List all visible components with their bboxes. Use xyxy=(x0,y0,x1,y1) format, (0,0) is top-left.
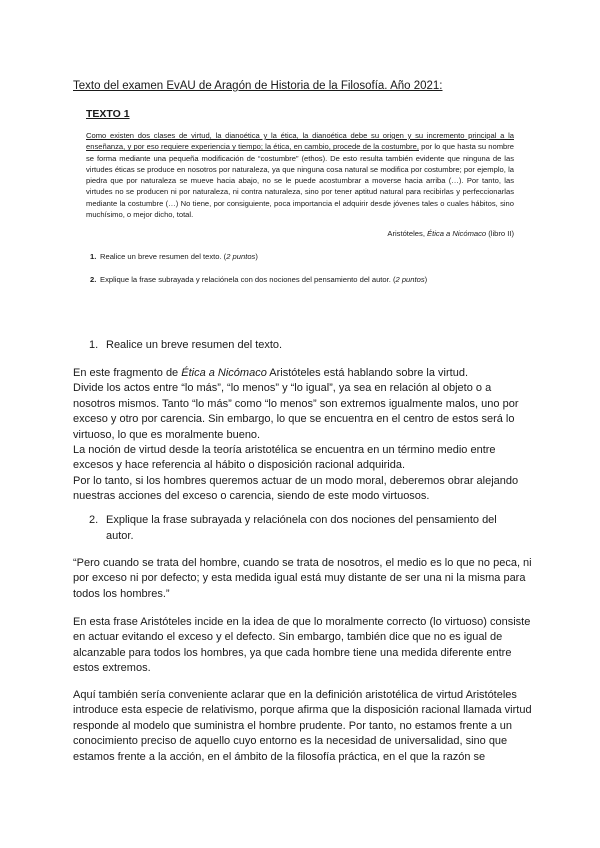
answer-1-paragraph-2: Divide los actos entre “lo más”, “lo menos” y “lo igual”, ya sea en relación al objeto o a nosotros mismos. Tanto “lo más” como “lo menos” son extremos igualmente malos, uno por exceso y otro por carencia. Sin embargo, lo que se encuentra en el centro de estos será lo virtuoso, lo que es moralmente bueno. xyxy=(73,382,519,441)
answer-1-heading xyxy=(89,337,519,353)
answer-1-number: 1. xyxy=(89,339,99,351)
answer-2-quote-block xyxy=(73,556,533,602)
exam-question-2-text: Explique la frase subrayada y relaciónela con dos nociones del pensamiento del autor. ( xyxy=(100,275,396,285)
answer-1-paragraph-3: La noción de virtud desde la teoría aristotélica se encuentra en un término medio entre excesos y hace referencia al hábito o disposición racional adquirida. xyxy=(73,444,496,472)
document-header: Texto del examen EvAU de Aragón de Historia de la Filosofía. Año 2021: xyxy=(73,80,443,92)
answer-2-paragraph-2: Aquí también sería conveniente aclarar que en la definición aristotélica de virtud Aristóteles introduce esta especie de relativismo, porque afirma que la disposición racional llamada virtud responde al modelo que suministra el hombre prudente. Por tanto, no estamos frente a un conocimiento preciso de aquello cuyo entorno es la necesidad de universalidad, sino que estamos frente a la acción, en el ámbito de la filosofía práctica, en el que la razón se xyxy=(73,689,532,763)
answer-1-intro-work: Ética a Nicómaco xyxy=(181,367,267,379)
answer-2-paragraph-1: En esta frase Aristóteles incide en la idea de que lo moralmente correcto (lo virtuoso) consiste en actuar evitando el exceso y el defecto. Sin embargo, también dice que no es igual de alcanzable para todos los hombres, ya que cada hombre tiene una medida diferente entre estos extremos. xyxy=(73,616,531,675)
answer-2-paragraph-1-block xyxy=(73,615,533,677)
underlined-phrase: Como existen dos clases de virtud, la dianoética y la ética, la dianoética debe su origen y su incremento principal a la enseñanza, y por eso requiere experiencia y tiempo; la ética, en cambio, procede de la costumbre, xyxy=(86,131,514,152)
exam-question-1-close: ) xyxy=(255,252,258,262)
answer-2-quote: “Pero cuando se trata del hombre, cuando se trata de nosotros, el medio es lo que no peca, ni por exceso ni por defecto; y esta medida igual está muy distante de ser una ni la misma para todos los hombres.” xyxy=(73,557,532,600)
source-author: Aristóteles, xyxy=(387,229,428,239)
answer-1-intro-after: Aristóteles está hablando sobre la virtud. xyxy=(266,367,469,379)
answer-2-heading-text: Explique la frase subrayada y relaciónela con dos nociones del pensamiento del autor. xyxy=(106,514,497,542)
exam-question-2-points: 2 puntos xyxy=(395,275,425,285)
exam-source xyxy=(86,229,514,238)
exam-text-rest: por lo que hasta su nombre se forma mediante una pequeña modificación de “costumbre” (ethos). De esto resulta también evidente que ninguna de las virtudes éticas se produce en nosotros por naturaleza, ya que ninguna cosa natural se modifica por costumbre; por ejemplo, la piedra que por naturaleza se mueve hacia abajo, no se le puede acostumbrar a moverse hacia arriba (…). Por tanto, las virtudes no se producen ni por naturaleza, ni contra naturaleza, sino por tener aptitud natural para recibirlas y perfeccionarlas mediante la costumbre (…) No tiene, por consiguiente, poca importancia el adquirir desde jóvenes tales o cuales hábitos, sino muchísimo, o mejor dicho, total. xyxy=(86,142,514,220)
exam-question-1-points: 2 puntos xyxy=(226,252,256,262)
answer-2-paragraph-2-block xyxy=(73,688,533,765)
exam-question-2 xyxy=(86,275,514,284)
exam-question-2-close: ) xyxy=(424,275,428,285)
answer-1-paragraph-4: Por lo tanto, si los hombres queremos actuar de un modo moral, deberemos obrar alejando nuestras acciones del exceso o carencia, siendo de este modo virtuosos. xyxy=(73,474,519,503)
source-work: Ética a Nicómaco xyxy=(427,229,487,239)
answer-1-intro-before: En este fragmento de xyxy=(73,367,182,379)
exam-text xyxy=(86,130,514,220)
exam-question-1-text: Realice un breve resumen del texto. ( xyxy=(100,252,227,262)
answer-2-heading xyxy=(89,512,519,544)
exam-question-1 xyxy=(86,252,514,261)
exam-title: TEXTO 1 xyxy=(86,108,130,120)
exam-question-2-number: 2. xyxy=(90,275,97,285)
answer-2-number: 2. xyxy=(89,514,99,526)
exam-text-box xyxy=(86,108,514,284)
answer-1-heading-text: Realice un breve resumen del texto. xyxy=(106,339,283,351)
answer-1-intro xyxy=(73,366,533,381)
exam-question-1-number: 1. xyxy=(90,252,97,262)
answer-1-body xyxy=(73,366,533,505)
source-book: (libro II) xyxy=(486,229,514,239)
